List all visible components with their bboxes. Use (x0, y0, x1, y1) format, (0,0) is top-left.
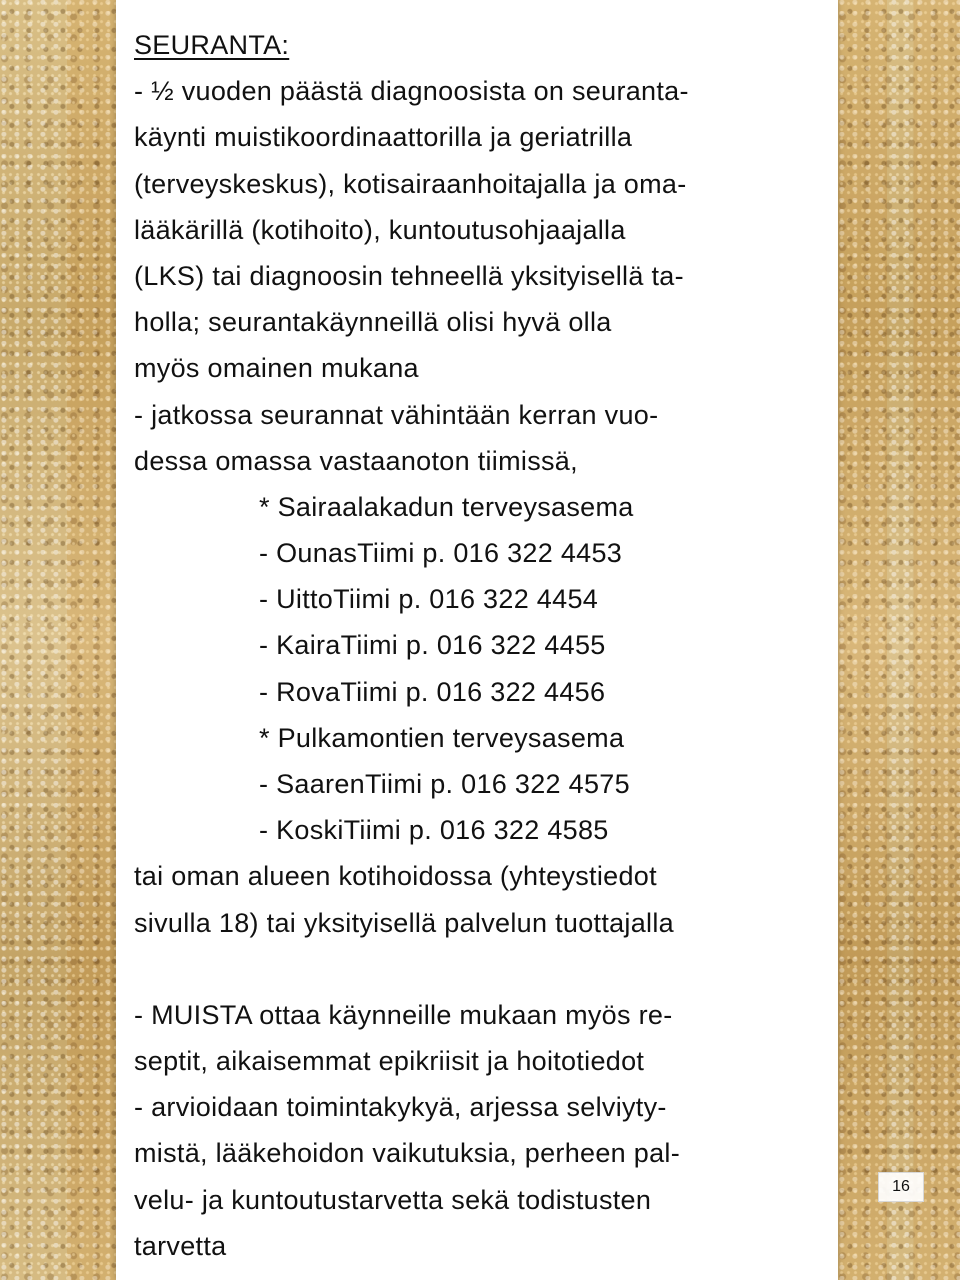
document-page (116, 0, 838, 1280)
sand-border-left (0, 0, 122, 1280)
page-number: 16 (878, 1172, 924, 1202)
text-line: (LKS) tai diagnoosin tehneellä yksityisellä ta- (134, 260, 684, 291)
health-center-name: * Pulkamontien terveysasema (259, 722, 625, 753)
health-center-list (134, 484, 834, 854)
spacer (134, 946, 834, 992)
text-line: myös omainen mukana (134, 353, 419, 384)
text-line: - jatkossa seurannat vähintään kerran vuo- (134, 399, 659, 430)
team-phone: - UittoTiimi p. 016 322 4454 (259, 584, 599, 615)
team-phone: - OunasTiimi p. 016 322 4453 (259, 538, 623, 569)
team-phone: - KoskiTiimi p. 016 322 4585 (259, 815, 609, 846)
text-line: velu- ja kuntoutustarvetta sekä todistusten (134, 1184, 652, 1215)
text-line: - arvioidaan toimintakykyä, arjessa selviyty- (134, 1092, 667, 1123)
paragraph-yearly (134, 392, 834, 484)
text-line: sivulla 18) tai yksityisellä palvelun tuottajalla (134, 907, 674, 938)
paragraph-home-care (134, 853, 834, 945)
page-content (134, 22, 834, 1269)
text-line: dessa omassa vastaanoton tiimissä, (134, 445, 578, 476)
sand-border-right (838, 0, 960, 1280)
text-line: lääkärillä (kotihoito), kuntoutusohjaajalla (134, 214, 626, 245)
text-line: holla; seurantakäynneillä olisi hyvä olla (134, 307, 612, 338)
text-line: mistä, lääkehoidon vaikutuksia, perheen pal- (134, 1138, 681, 1169)
text-line: septit, aikaisemmat epikriisit ja hoitotiedot (134, 1045, 645, 1076)
text-line: tarvetta (134, 1230, 227, 1261)
health-center-name: * Sairaalakadun terveysasema (259, 491, 634, 522)
text-line: käynti muistikoordinaattorilla ja geriatrilla (134, 122, 633, 153)
text-line: - ½ vuoden päästä diagnoosista on seuranta- (134, 76, 689, 107)
text-line: - MUISTA ottaa käynneille mukaan myös re- (134, 999, 673, 1030)
text-line: (terveyskeskus), kotisairaanhoitajalla ja oma- (134, 168, 687, 199)
team-phone: - RovaTiimi p. 016 322 4456 (259, 676, 606, 707)
paragraph-followup (134, 68, 834, 391)
team-phone: - SaarenTiimi p. 016 322 4575 (259, 769, 630, 799)
team-phone: - KairaTiimi p. 016 322 4455 (259, 630, 606, 661)
section-heading: SEURANTA: (134, 30, 290, 60)
text-line: tai oman alueen kotihoidossa (yhteystiedot (134, 861, 657, 892)
paragraph-remember (134, 992, 834, 1269)
